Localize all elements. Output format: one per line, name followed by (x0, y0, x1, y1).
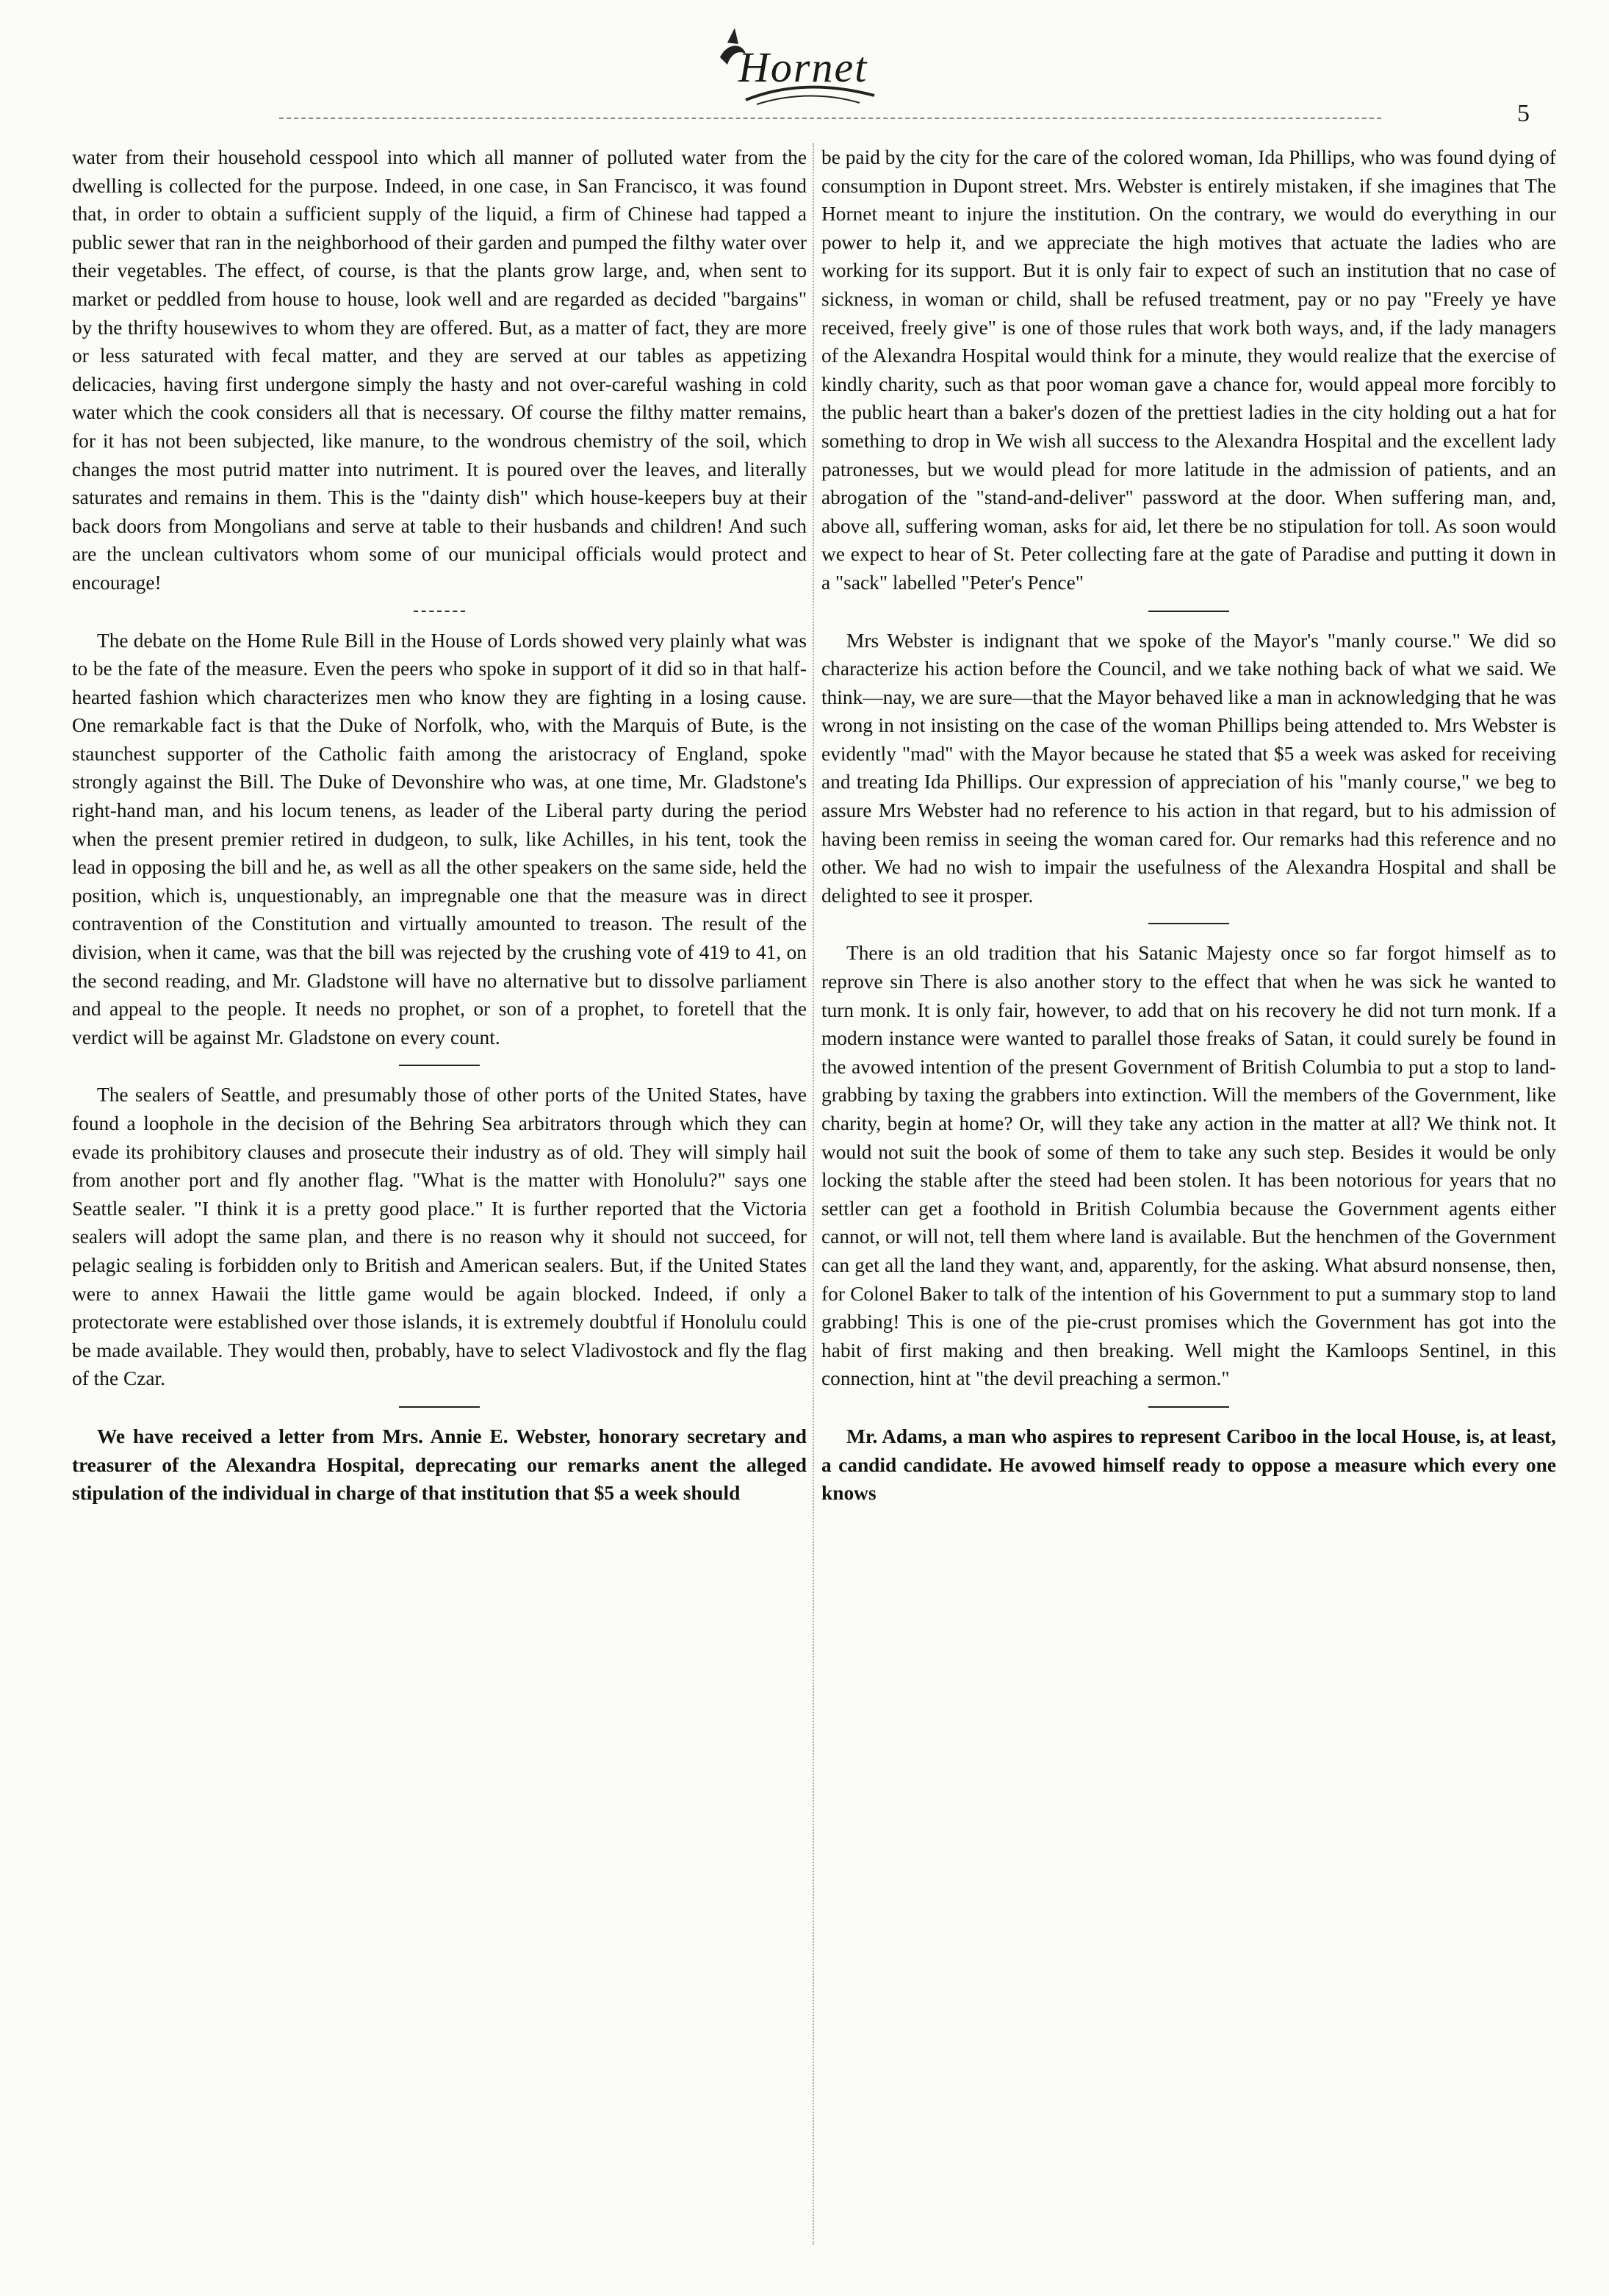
column-rule (813, 143, 814, 2245)
article-seattle-sealers: The sealers of Seattle, and presumably those of other ports of the United States, have found a loophole in the decision of the Behring Sea arbitrators through which they can evade its prohibitory clauses and prosecute their industry as of old. They will simply hail from another port and fly another flag. "What is the matter with Honolulu?" says one Seattle sealer. "I think it is a pretty good place." It is further reported that the Victoria sealers will adopt the same plan, and there is no reason why it should not succeed, for pelagic sealing is forbidden only to British and American sealers. But, if the United States were to annex Hawaii the little game would be again blocked. Indeed, if only a protectorate were established over those islands, it is extremely doubtful if Honolulu could be made available. They would then, probably, have to select Vladivostock and fly the flag of the Czar. (72, 1084, 807, 1390)
right-column (821, 143, 1556, 2252)
article-mr-adams: Mr. Adams, a man who aspires to represent Cariboo in the local House, is, at least, a candid candidate. He avowed himself ready to oppose a measure which every one knows (821, 1425, 1556, 1505)
section-divider (399, 1406, 480, 1408)
masthead-title: Hornet (738, 43, 868, 91)
page-number: 5 (1517, 100, 1530, 127)
article-cesspool-vegetables: water from their household cesspool into which all manner of polluted water from the dwelling is collected for the purpose. Indeed, in one case, in San Francisco, it was found that, in order to obtain a sufficient supply of the liquid, a firm of Chinese had tapped a public sewer that ran in the neighborhood of their garden and pumped the filthy water over their vegetables. The effect, of course, is that the plants grow large, and, when sent to market or peddled from house to house, look well and are regarded as decided "bargains" by the thrifty housewives to whom they are offered. But, as a matter of fact, they are more or less saturated with fecal matter, and they are served at our tables as appetizing delicacies, having first undergone simply the hasty and not over-careful washing in cold water which the cook considers all that is necessary. Of course the filthy matter remains, for it has not been subjected, like manure, to the wondrous chemistry of the soil, which changes the most putrid matter into nutriment. It is poured over the leaves, and literally saturates and remains in them. This is the "dainty dish" which house-keepers buy at their back doors from Mongolians and serve at table to their husbands and children! And such are the unclean cultivators whom some of our municipal officials would protect and encourage! (72, 146, 807, 594)
article-webster-letter: We have received a letter from Mrs. Annie E. Webster, honorary secretary and treasurer of the Alexandra Hospital, deprecating our remarks anent the alleged stipulation of the individual in charge of that institution that $5 a week should (72, 1425, 807, 1505)
article-home-rule-bill: The debate on the Home Rule Bill in the House of Lords showed very plainly what was to be the fate of the measure. Even the peers who spoke in support of it did so in that half-hearted fashion which characterizes men who know they are fighting in a losing cause. One remarkable fact is that the Duke of Norfolk, who, with the Marquis of Bute, is the staunchest supporter of the Catholic faith among the aristocracy of England, spoke strongly against the Bill. The Duke of Devonshire who was, at one time, Mr. Gladstone's right-hand man, and his locum tenens, as leader of the Liberal party during the period when the present premier retired in dudgeon, to sulk, like Achilles, in his tent, took the lead in opposing the bill and he, as well as all the other speakers on the same side, held the position, which is, unquestionably, an impregnable one that the measure was in direct contravention of the Constitution and virtually amounted to treason. The result of the division, when it came, was that the bill was rejected by the crushing vote of 419 to 41, on the second reading, and Mr. Gladstone will have no alternative but to dissolve parliament and appeal to the people. It needs no prophet, or son of a prophet, to foretell that the verdict will be against Mr. Gladstone on every count. (72, 629, 807, 1048)
article-alexandra-hospital: be paid by the city for the care of the colored woman, Ida Phillips, who was found dying of consumption in Dupont street. Mrs. Webster is entirely mistaken, if she imagines that The Hornet meant to injure the institution. On the contrary, we would do everything in our power to help it, and we appreciate the high motives that actuate the ladies who are working for its support. But it is only fair to expect of such an institution that no case of sickness, in woman or child, shall be refused treatment, pay or no pay "Freely ye have received, freely give" is one of those rules that work both ways, and, if the lady managers of the Alexandra Hospital would think for a minute, they would realize that the exercise of kindly charity, such as that poor woman gave a chance for, would appeal more forcibly to the public heart than a baker's dozen of the prettiest ladies in the city holding out a hat for something to drop in We wish all success to the Alexandra Hospital and the excellent lady patronesses, but we would plead for more latitude in the admission of patients, and an abrogation of the "stand-and-deliver" password at the door. When suffering man, and, above all, suffering woman, asks for aid, let there be no stipulation for toll. As soon would we expect to hear of St. Peter collecting fare at the gate of Paradise and putting it down in a "sack" labelled "Peter's Pence" (821, 146, 1556, 594)
article-satanic-majesty: There is an old tradition that his Satanic Majesty once so far forgot himself as to reprove sin There is also another story to the effect that when he was sick he wanted to turn monk. It is only fair, however, to add that on his recovery he did not turn monk. If a modern instance were wanted to parallel those freaks of Satan, it could surely be found in the avowed intention of the present Government of British Columbia to put a stop to land-grabbing by taxing the grabbers into extinction. Will the members of the Government, like charity, begin at home? Or, will they take any action in the matter at all? We think not. It would not suit the book of some of them to take any such step. Besides it would be only locking the stable after the steed had been stolen. It has been notorious for years that no settler can get a foothold in British Columbia because the Government agents either cannot, or will not, tell them where land is available. But the henchmen of the Government can get all the land they want, and, apparently, for the asking. What absurd nonsense, then, for Colonel Baker to talk of the intention of his Government to put a summary stop to land grabbing! This is one of the pie-crust promises which the Government has got into the habit of first making and then breaking. Well might the Kamloops Sentinel, in this connection, hint at "the devil preaching a sermon." (821, 942, 1556, 1390)
header-rule (279, 118, 1381, 119)
section-divider (1148, 611, 1229, 612)
section-divider (1148, 1406, 1229, 1408)
section-divider (1148, 923, 1229, 924)
article-mayor-manly-course: Mrs Webster is indignant that we spoke of the Mayor's "manly course." We did so characterize his action before the Council, and we take nothing back of what we said. We think—nay, we are sure—that the Mayor behaved like a man in acknowledging that he was wrong in not insisting on the case of the woman Phillips being attended to. Mrs Webster is evidently "mad" with the Mayor because he stated that $5 a week was asked for receiving and treating Ida Phillips. Our expression of appreciation of his "manly course," we beg to assure Mrs Webster had no reference to his action in that regard, but to his admission of having been remiss in seeing the woman cared for. Our remarks had this reference and no other. We had no wish to impair the usefulness of the Alexandra Hospital and shall be delighted to see it prosper. (821, 629, 1556, 907)
left-column (72, 143, 807, 2252)
section-divider (414, 611, 465, 612)
section-divider (399, 1065, 480, 1066)
masthead (0, 13, 1609, 127)
